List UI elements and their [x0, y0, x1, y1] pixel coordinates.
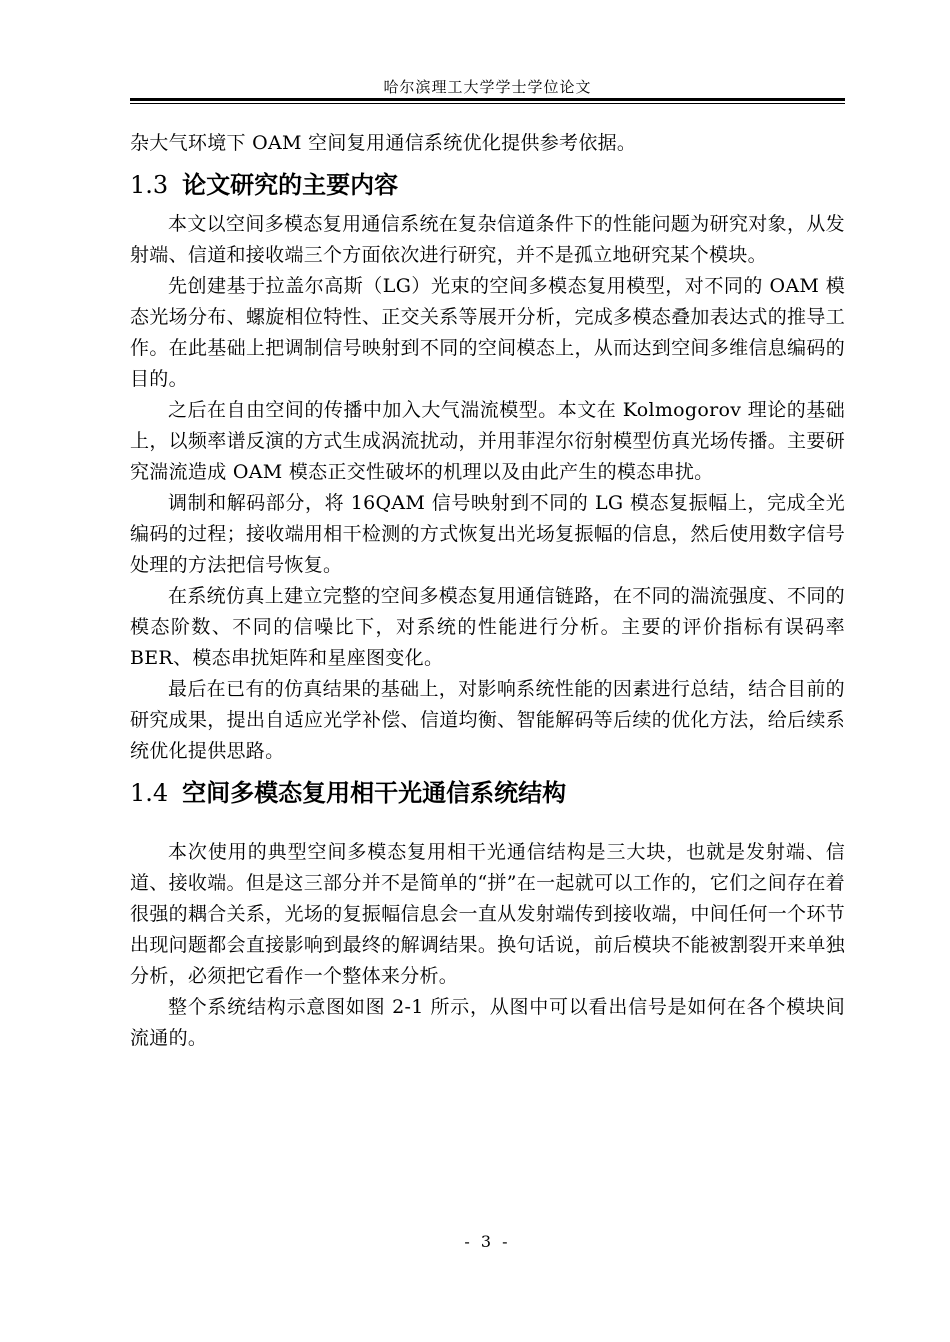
header-double-rule — [130, 98, 845, 104]
section-title: 论文研究的主要内容 — [182, 171, 399, 199]
paragraph: 之后在自由空间的传播中加入大气湍流模型。本文在 Kolmogorov 理论的基础上，以频率谱反演的方式生成涡流扰动，并用菲涅尔衍射模型仿真光场传播。主要研究湍流造成 OAM 模态正交性破坏的机理以及由此产生的模态串扰。 — [130, 399, 845, 483]
paragraph: 本文以空间多模态复用通信系统在复杂信道条件下的性能问题为研究对象，从发射端、信道和接收端三个方面依次进行研究，并不是孤立地研究某个模块。 — [130, 213, 845, 266]
header-rule-thick — [130, 98, 845, 101]
running-header: 哈尔滨理工大学学士学位论文 — [383, 78, 592, 96]
section-heading-1-4 — [130, 773, 845, 813]
paragraph: 调制和解码部分，将 16QAM 信号映射到不同的 LG 模态复振幅上，完成全光编码的过程；接收端用相干检测的方式恢复出光场复振幅的信息，然后使用数字信号处理的方法把信号恢复。 — [130, 492, 845, 576]
header-rule-thin — [130, 103, 845, 104]
section-heading-1-3 — [130, 165, 845, 205]
paragraph: 最后在已有的仿真结果的基础上，对影响系统性能的因素进行总结，结合目前的研究成果，提出自适应光学补偿、信道均衡、智能解码等后续的优化方法，给后续系统优化提供思路。 — [130, 678, 845, 762]
continuation-paragraph: 杂大气环境下 OAM 空间复用通信系统优化提供参考依据。 — [130, 132, 637, 154]
paragraph: 整个系统结构示意图如图 2-1 所示，从图中可以看出信号是如何在各个模块间流通的。 — [130, 996, 845, 1049]
page-number: - 3 - — [464, 1232, 511, 1251]
page-body — [130, 128, 845, 1054]
section-number: 1.3 — [130, 171, 169, 199]
paragraph: 在系统仿真上建立完整的空间多模态复用通信链路，在不同的湍流强度、不同的模态阶数、不同的信噪比下，对系统的性能进行分析。主要的评价指标有误码率 BER、模态串扰矩阵和星座图变化。 — [130, 585, 845, 669]
paragraph: 本次使用的典型空间多模态复用相干光通信结构是三大块，也就是发射端、信道、接收端。但是这三部分并不是简单的“拼”在一起就可以工作的，它们之间存在着很强的耦合关系，光场的复振幅信息会一直从发射端传到接收端，中间任何一个环节出现问题都会直接影响到最终的解调结果。换句话说，前后模块不能被割裂开来单独分析，必须把它看作一个整体来分析。 — [130, 841, 845, 987]
paragraph: 先创建基于拉盖尔高斯（LG）光束的空间多模态复用模型，对不同的 OAM 模态光场分布、螺旋相位特性、正交关系等展开分析，完成多模态叠加表达式的推导工作。在此基础上把调制信号映射到不同的空间模态上，从而达到空间多维信息编码的目的。 — [130, 275, 845, 390]
section-number: 1.4 — [130, 779, 169, 807]
section-title: 空间多模态复用相干光通信系统结构 — [182, 779, 567, 807]
